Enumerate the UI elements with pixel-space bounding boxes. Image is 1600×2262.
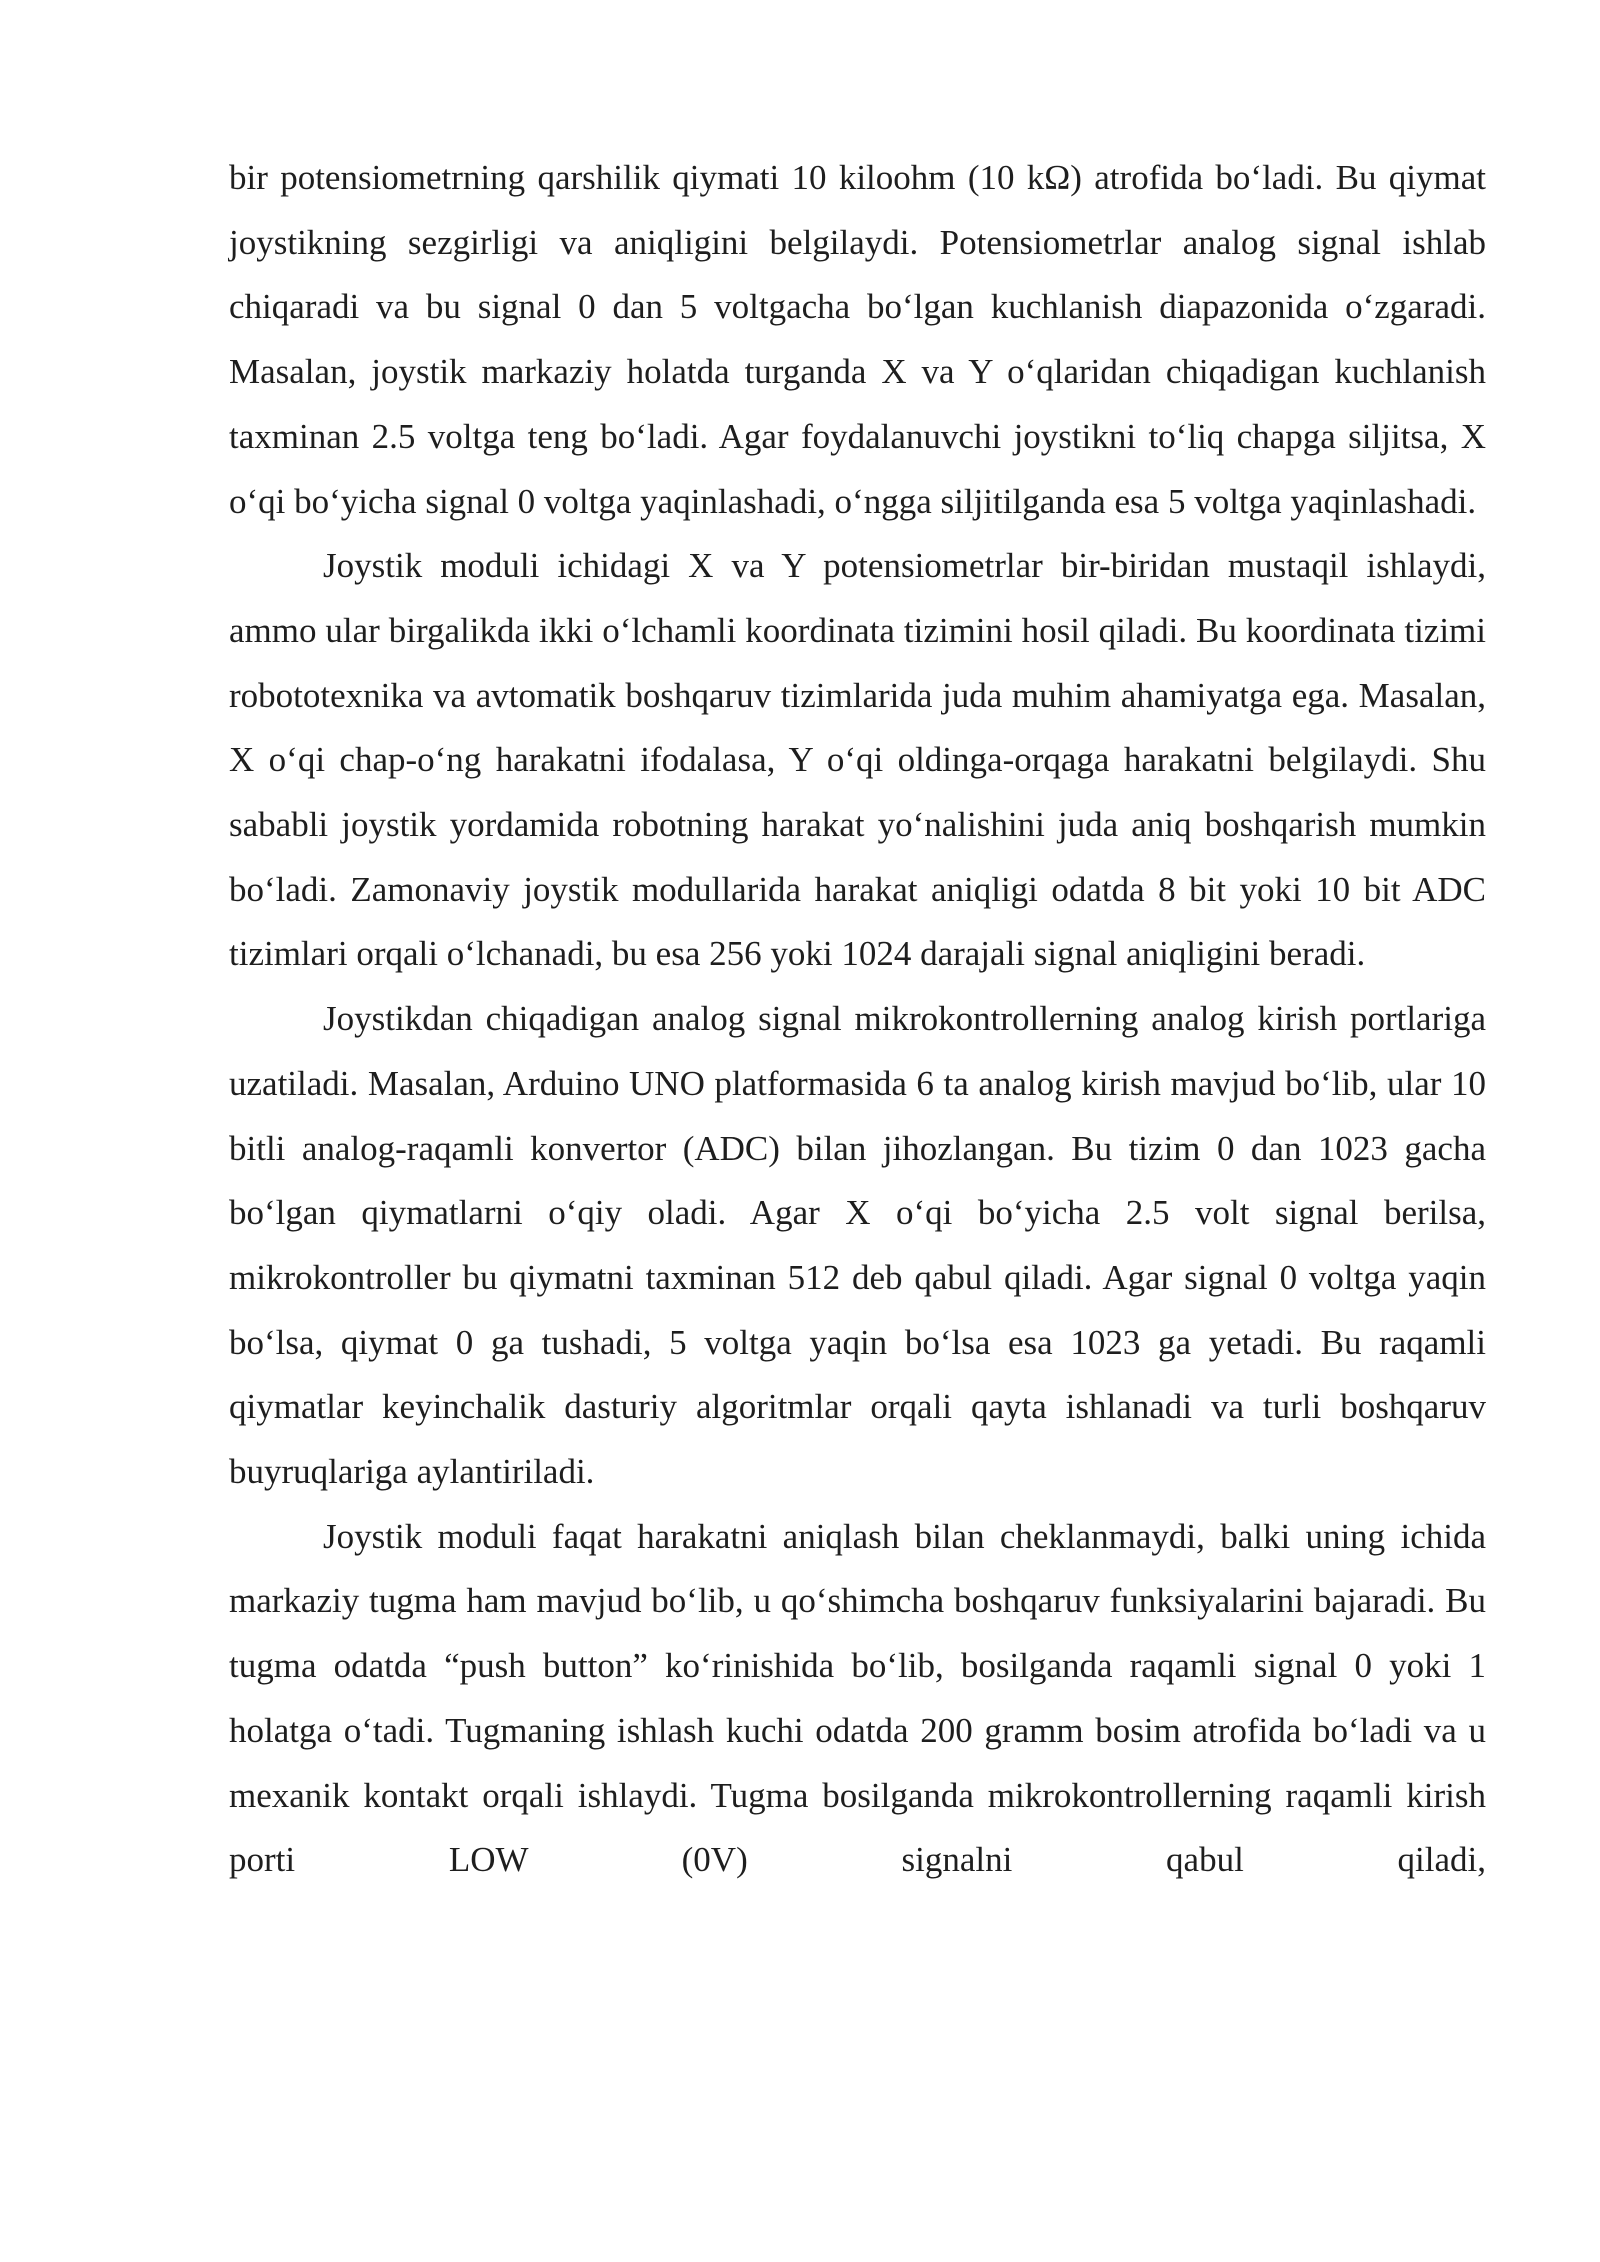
- paragraph-3: Joystikdan chiqadigan analog signal mikrokontrollerning analog kirish portlariga uzatiladi. Masalan, Arduino UNO platformasida 6 ta analog kirish mavjud bo‘lib, ular 10 bitli analog-raqamli konvertor (ADC) bilan jihozlangan. Bu tizim 0 dan 1023 gacha bo‘lgan qiymatlarni o‘qiy oladi. Agar X o‘qi bo‘yicha 2.5 volt signal berilsa, mikrokontroller bu qiymatni taxminan 512 deb qabul qiladi. Agar signal 0 voltga yaqin bo‘lsa, qiymat 0 ga tushadi, 5 voltga yaqin bo‘lsa esa 1023 ga yetadi. Bu raqamli qiymatlar keyinchalik dasturiy algoritmlar orqali qayta ishlanadi va turli boshqaruv buyruqlariga aylantiriladi.: [229, 999, 1486, 1492]
- paragraph-2: Joystik moduli ichidagi X va Y potensiometrlar bir-biridan mustaqil ishlaydi, ammo ular birgalikda ikki o‘lchamli koordinata tizimini hosil qiladi. Bu koordinata tizimi robototexnika va avtomatik boshqaruv tizimlarida juda muhim ahamiyatga ega. Masalan, X o‘qi chap-o‘ng harakatni ifodalasa, Y o‘qi oldinga-orqaga harakatni belgilaydi. Shu sababli joystik yordamida robotning harakat yo‘nalishini juda aniq boshqarish mumkin bo‘ladi. Zamonaviy joystik modullarida harakat aniqligi odatda 8 bit yoki 10 bit ADC tizimlari orqali o‘lchanadi, bu esa 256 yoki 1024 darajali signal aniqligini beradi.: [229, 546, 1486, 974]
- paragraph-4: Joystik moduli faqat harakatni aniqlash bilan cheklanmaydi, balki uning ichida markaziy tugma ham mavjud bo‘lib, u qo‘shimcha boshqaruv funksiyalarini bajaradi. Bu tugma odatda “push button” ko‘rinishida bo‘lib, bosilganda raqamli signal 0 yoki 1 holatga o‘tadi. Tugmaning ishlash kuchi odatda 200 gramm bosim atrofida bo‘ladi va u mexanik kontakt orqali ishlaydi. Tugma bosilganda mikrokontrollerning raqamli kirish porti LOW (0V) signalni qabul qiladi,: [229, 1516, 1486, 1880]
- paragraph-1: bir potensiometrning qarshilik qiymati 10 kiloohm (10 kΩ) atrofida bo‘ladi. Bu qiymat joystikning sezgirligi va aniqligini belgilaydi. Potensiometrlar analog signal ishlab chiqaradi va bu signal 0 dan 5 voltgacha bo‘lgan kuchlanish diapazonida o‘zgaradi. Masalan, joystik markaziy holatda turganda X va Y o‘qlaridan chiqadigan kuchlanish taxminan 2.5 voltga teng bo‘ladi. Agar foydalanuvchi joystikni to‘liq chapga siljitsa, X o‘qi bo‘yicha signal 0 voltga yaqinlashadi, o‘ngga siljitilganda esa 5 voltga yaqinlashadi.: [229, 158, 1486, 521]
- document-page: [229, 146, 1486, 1893]
